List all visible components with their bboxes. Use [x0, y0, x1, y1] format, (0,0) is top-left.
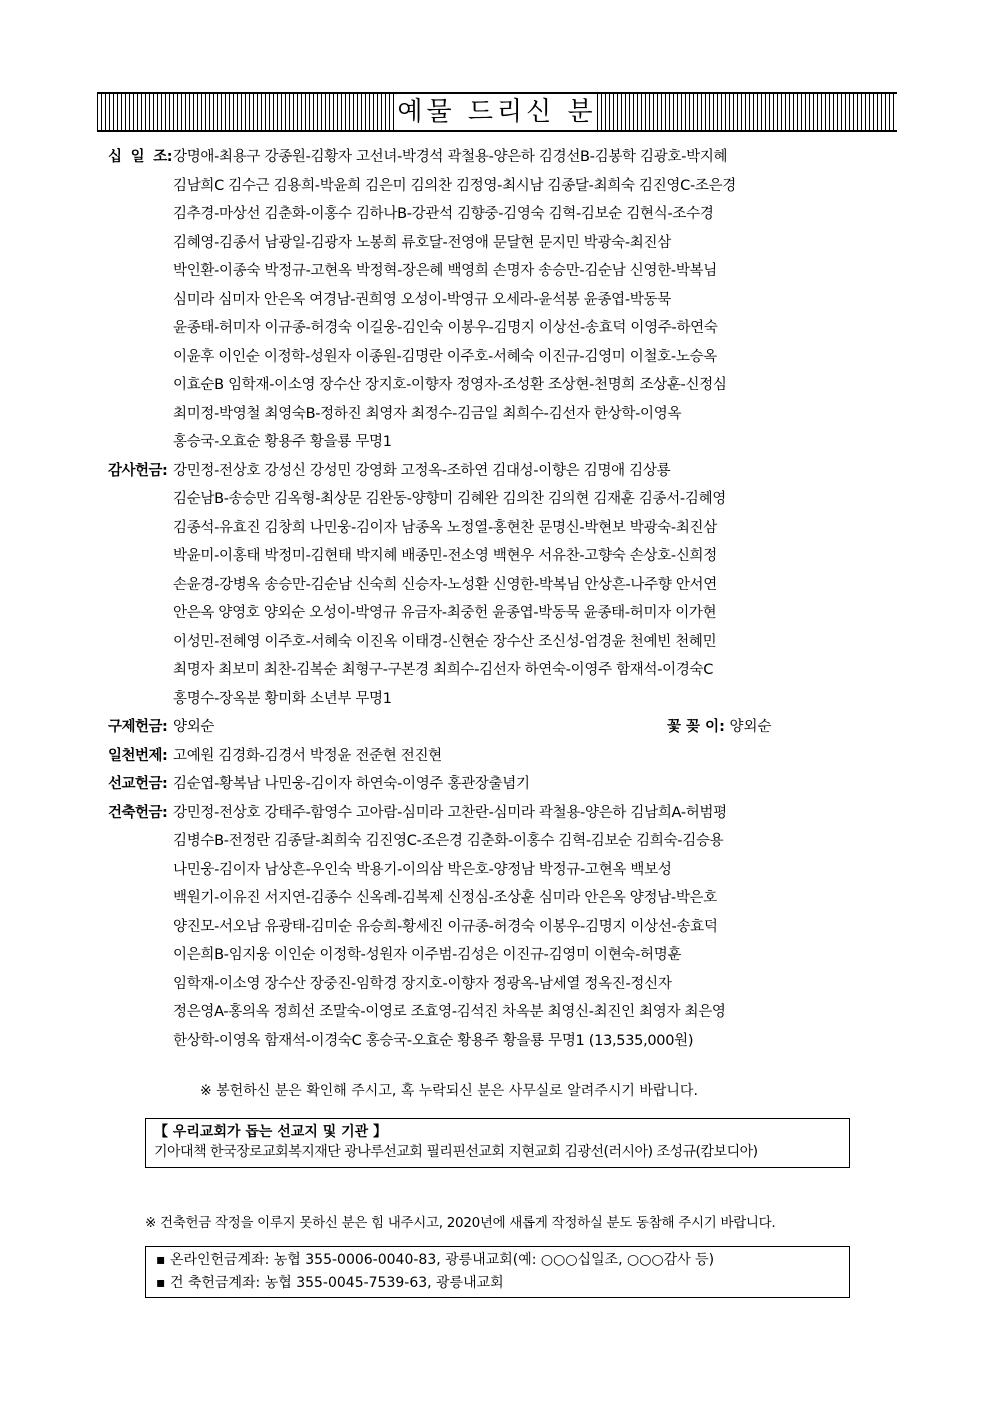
account-building: ▪ 건 축헌금계좌: 농협 355-0045-7539-63, 광릉내교회 — [156, 1275, 504, 1291]
offering-section — [100, 143, 900, 457]
name-line: 이성민-전혜영 이주호-서혜숙 이진옥 이태경-신현순 장수산 조신성-엄경윤 천예빈 천혜민 — [173, 633, 717, 650]
name-line: 최미정-박영철 최영숙B-정하진 최영자 최정수-김금일 최희수-김선자 한상학-이영옥 — [173, 405, 682, 422]
section-lines — [173, 799, 900, 1056]
notice-missing: ※ 봉헌하신 분은 확인해 주시고, 혹 누락되신 분은 사무실로 알려주시기 바랍니다. — [200, 1083, 698, 1099]
relief-value: 양외순 — [173, 719, 215, 735]
section-label: 감사헌금: — [108, 462, 168, 479]
name-line: 손윤경-강병옥 송승만-김순남 신숙희 신승자-노성환 신영한-박복님 안상흔-나주향 안서연 — [173, 576, 717, 593]
section-lines — [173, 770, 900, 799]
section-label: 선교헌금: — [108, 776, 168, 792]
name-line: 정은영A-홍의옥 정희선 조말숙-이영로 조효영-김석진 차옥분 최영신-최진인 최영자 최은영 — [173, 1004, 726, 1020]
name-line: 한상학-이영옥 함재석-이경숙C 홍승국-오효순 황용주 황을룡 무명1 (13,535,000원) — [173, 1032, 694, 1049]
flower-label: 꽃 꽂 이: — [667, 719, 725, 735]
name-line: 강명애-최용구 강종원-김황자 고선녀-박경석 곽철용-양은하 김경선B-김봉학 김광호-박지혜 — [173, 149, 728, 165]
page-title: 예물 드리신 분 — [397, 94, 597, 130]
name-line: 안은옥 양영호 양외순 오성이-박영규 유금자-최중헌 윤종엽-박동묵 윤종태-허미자 이가현 — [173, 605, 717, 621]
flower-entry — [667, 713, 772, 742]
section-lines — [173, 143, 900, 457]
account-online: ▪ 온라인헌금계좌: 농협 355-0006-0040-83, 광릉내교회(예: ○○○십일조, ○○○감사 등) — [156, 1252, 715, 1268]
name-line: 강민정-전상호 강태주-함영수 고아람-심미라 고찬란-심미라 곽철용-양은하 김남희A-허범평 — [173, 804, 727, 821]
name-line: 홍승국-오효순 황용주 황을룡 무명1 — [173, 434, 392, 450]
section-lines — [173, 457, 900, 714]
section-label-relief: 구제헌금: — [108, 719, 168, 735]
name-line: 고예원 김경화-김경서 박정윤 전준현 전진현 — [173, 747, 442, 764]
mission-box — [145, 1118, 850, 1168]
notice-building: ※ 건축헌금 작정을 이루지 못하신 분은 힘 내주시고, 2020년에 새롭게 작정하실 분도 동참해 주시기 바랍니다. — [145, 1215, 776, 1231]
name-line: 이은희B-임지웅 이인순 이정학-성원자 이주범-김성은 이진규-김영미 이현숙-허명훈 — [173, 947, 682, 963]
mission-body: 기아대책 한국장로교회복지재단 광나루선교회 필리핀선교회 지현교회 김광선(러시아) 조성규(캄보디아) — [154, 1144, 758, 1160]
name-line: 김종석-유효진 김창희 나민웅-김이자 남종옥 노정열-홍현찬 문명신-박현보 박광숙-최진삼 — [173, 519, 717, 536]
section-label: 건축헌금: — [108, 804, 168, 821]
name-line: 박윤미-이홍태 박정미-김현태 박지혜 배종민-전소영 백현우 서유찬-고향숙 손상호-신희정 — [173, 548, 717, 564]
name-line: 나민웅-김이자 남상흔-우인숙 박용기-이의삼 박은호-양정남 박정규-고현옥 백보성 — [173, 861, 672, 878]
name-line: 심미라 심미자 안은옥 여경남-권희영 오성이-박영규 오세라-윤석봉 윤종엽-박동묵 — [173, 291, 671, 308]
offering-section — [100, 799, 900, 1056]
name-line: 박인환-이종숙 박정규-고현옥 박정혁-장은혜 백영희 손명자 송승만-김순남 신영한-박복님 — [173, 263, 717, 279]
section-label: 십 일 조: — [108, 149, 172, 165]
name-line: 김혜영-김종서 남광일-김광자 노봉희 류호달-전영애 문달현 문지민 박광숙-최진삼 — [173, 234, 671, 251]
offering-section — [100, 742, 900, 771]
offering-section — [100, 457, 900, 714]
mission-title: 【 우리교회가 돕는 선교지 및 기관 】 — [154, 1124, 388, 1140]
relief-row — [100, 713, 900, 742]
name-line: 김병수B-전정란 김종달-최희숙 김진영C-조은경 김춘화-이홍수 김혁-김보순 김희숙-김승용 — [173, 833, 724, 849]
name-line: 김순엽-황복남 나민웅-김이자 하연숙-이영주 홍관장출념기 — [173, 776, 530, 792]
name-line: 백원기-이유진 서지연-김종수 신옥례-김복제 신정심-조상훈 심미라 안은옥 양정남-박은호 — [173, 890, 717, 906]
name-line: 김남희C 김수근 김용희-박윤희 김은미 김의찬 김정영-최시남 김종달-최희숙 김진영C-조은경 — [173, 177, 736, 194]
section-label: 일천번제: — [108, 747, 168, 764]
name-line: 양진모-서오남 유광태-김미순 유승희-황세진 이규종-허경숙 이봉우-김명지 이상선-송효덕 — [173, 918, 718, 935]
name-line: 강민정-전상호 강성신 강성민 강영화 고정옥-조하연 김대성-이향은 김명애 김상룡 — [173, 462, 671, 479]
offering-section — [100, 770, 900, 799]
name-line: 이효순B 임학재-이소영 장수산 장지호-이향자 정영자-조성환 조상현-천명희 조상훈-신정심 — [173, 377, 727, 393]
name-line: 김순남B-송승만 김옥형-최상문 김완동-양향미 김혜완 김의찬 김의현 김재훈 김종서-김혜영 — [173, 491, 726, 507]
section-lines — [173, 742, 900, 771]
name-line: 홍명수-장옥분 황미화 소년부 무명1 — [173, 690, 392, 707]
name-line: 이윤후 이인순 이정학-성원자 이종원-김명란 이주호-서혜숙 이진규-김영미 이철호-노승옥 — [173, 348, 717, 365]
offering-sections — [100, 143, 900, 1055]
title-bar — [97, 92, 897, 132]
account-box — [145, 1246, 850, 1298]
name-line: 김추경-마상선 김춘화-이홍수 김하나B-강관석 김향중-김영숙 김혁-김보순 김현식-조수경 — [173, 206, 714, 222]
name-line: 윤종태-허미자 이규종-허경숙 이길웅-김인숙 이봉우-김명지 이상선-송효덕 이영주-하연숙 — [173, 320, 718, 336]
name-line: 최명자 최보미 최찬-김복순 최형구-구본경 최희수-김선자 하연숙-이영주 함재석-이경숙C — [173, 662, 714, 678]
name-line: 임학재-이소영 장수산 장중진-임학경 장지호-이향자 정광옥-남세열 정옥진-정신자 — [173, 975, 672, 992]
flower-value: 양외순 — [729, 719, 772, 735]
